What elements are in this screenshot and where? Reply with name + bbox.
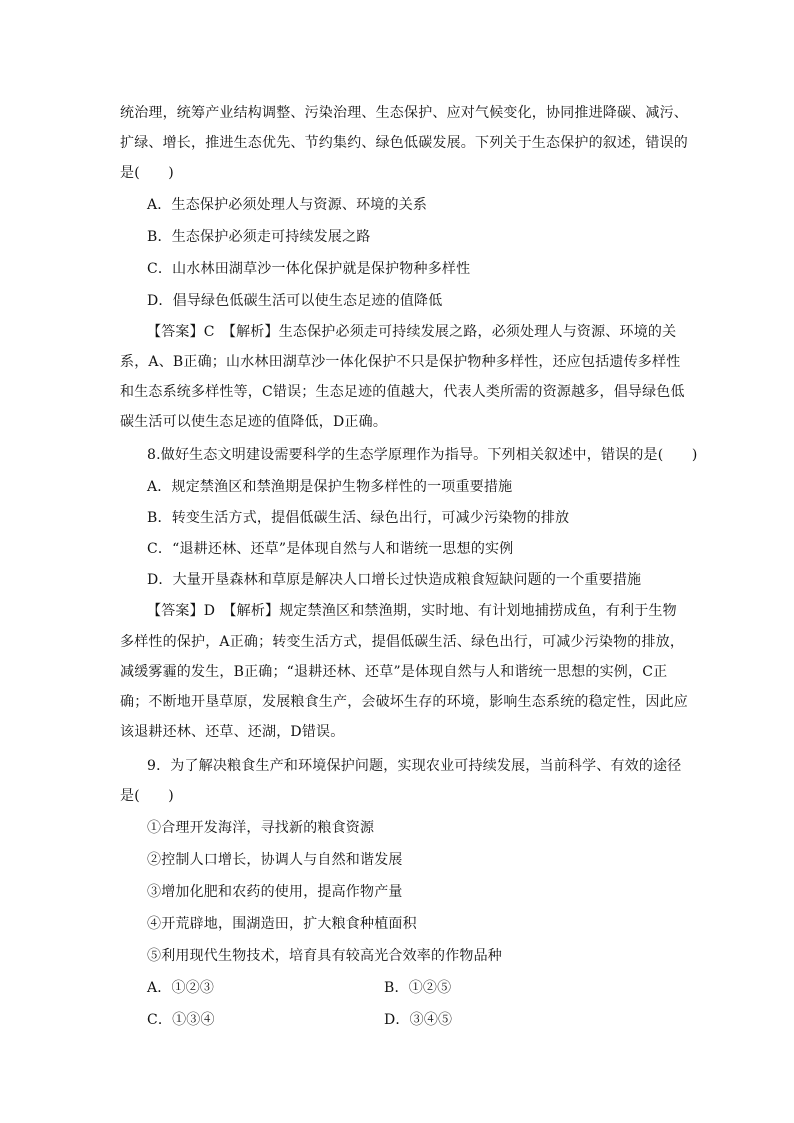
q9-item-2: ②控制人口增长，协调人与自然和谐发展 xyxy=(147,852,403,868)
q8-option-c: C．“退耕还林、还草”是体现自然与人和谐统一思想的实例 xyxy=(147,541,514,557)
q7-answer-line-3: 和生态系统多样性等，C错误；生态足迹的值越大，代表人类所需的资源越多，倡导绿色低 xyxy=(120,384,685,400)
q8-option-a: A．规定禁渔区和禁渔期是保护生物多样性的一项重要措施 xyxy=(147,479,513,495)
q7-answer-line-2: 系，A、B正确；山水林田湖草沙一体化保护不只是保护物种多样性，还应包括遗传多样性 xyxy=(120,354,681,370)
q7-stem-line-1: 统治理，统筹产业结构调整、污染治理、生态保护、应对气候变化，协同推进降碳、减污、 xyxy=(120,105,688,121)
q8-answer-line-5: 该退耕还林、还草、还湖，D错误。 xyxy=(120,724,345,740)
q8-option-b: B．转变生活方式，提倡低碳生活、绿色出行，可减少污染物的排放 xyxy=(147,510,570,526)
q7-option-d: D．倡导绿色低碳生活可以使生态足迹的值降低 xyxy=(147,293,443,309)
q9-option-c: C．①③④ xyxy=(147,1012,215,1028)
q8-answer-line-2: 多样性的保护，A正确；转变生活方式，提倡低碳生活、绿色出行，可减少污染物的排放， xyxy=(120,634,685,650)
q7-option-a: A．生态保护必须处理人与资源、环境的关系 xyxy=(147,197,428,213)
q7-answer-line-1: 【答案】C 【解析】生态保护必须走可持续发展之路，必须处理人与资源、环境的关 xyxy=(147,324,677,340)
q9-option-d: D．③④⑤ xyxy=(384,1012,453,1028)
q9-stem-line-2: 是( ) xyxy=(120,788,174,804)
q7-stem-line-3: 是( ) xyxy=(120,165,174,181)
q8-answer-line-3: 减缓雾霾的发生，B正确；“退耕还林、还草”是体现自然与人和谐统一思想的实例，C正 xyxy=(120,664,668,680)
q8-stem-line-1: 8.做好生态文明建设需要科学的生态学原理作为指导。下列相关叙述中，错误的是( ) xyxy=(147,447,698,463)
q9-item-1: ①合理开发海洋，寻找新的粮食资源 xyxy=(147,820,375,836)
q7-stem-line-2: 扩绿、增长，推进生态优先、节约集约、绿色低碳发展。下列关于生态保护的叙述，错误的 xyxy=(120,135,688,151)
q9-stem-line-1: 9．为了解决粮食生产和环境保护问题，实现农业可持续发展，当前科学、有效的途径 xyxy=(147,758,682,774)
q7-answer-line-4: 碳生活可以使生态足迹的值降低，D正确。 xyxy=(120,414,388,430)
q9-option-b: B．①②⑤ xyxy=(384,980,452,996)
q8-answer-line-4: 确；不断地开垦草原，发展粮食生产，会破坏生存的环境，影响生态系统的稳定性，因此应 xyxy=(120,694,688,710)
q9-item-4: ④开荒辟地，围湖造田，扩大粮食种植面积 xyxy=(147,916,417,932)
q8-answer-line-1: 【答案】D 【解析】规定禁渔区和禁渔期，实时地、有计划地捕捞成鱼，有利于生物 xyxy=(147,603,677,619)
q9-item-3: ③增加化肥和农药的使用，提高作物产量 xyxy=(147,884,403,900)
q7-option-c: C．山水林田湖草沙一体化保护就是保护物种多样性 xyxy=(147,261,471,277)
q9-item-5: ⑤利用现代生物技术，培育具有较高光合效率的作物品种 xyxy=(147,948,502,964)
q7-option-b: B．生态保护必须走可持续发展之路 xyxy=(147,229,371,245)
q8-option-d: D．大量开垦森林和草原是解决人口增长过快造成粮食短缺问题的一个重要措施 xyxy=(147,572,642,588)
q9-option-a: A．①②③ xyxy=(147,980,215,996)
